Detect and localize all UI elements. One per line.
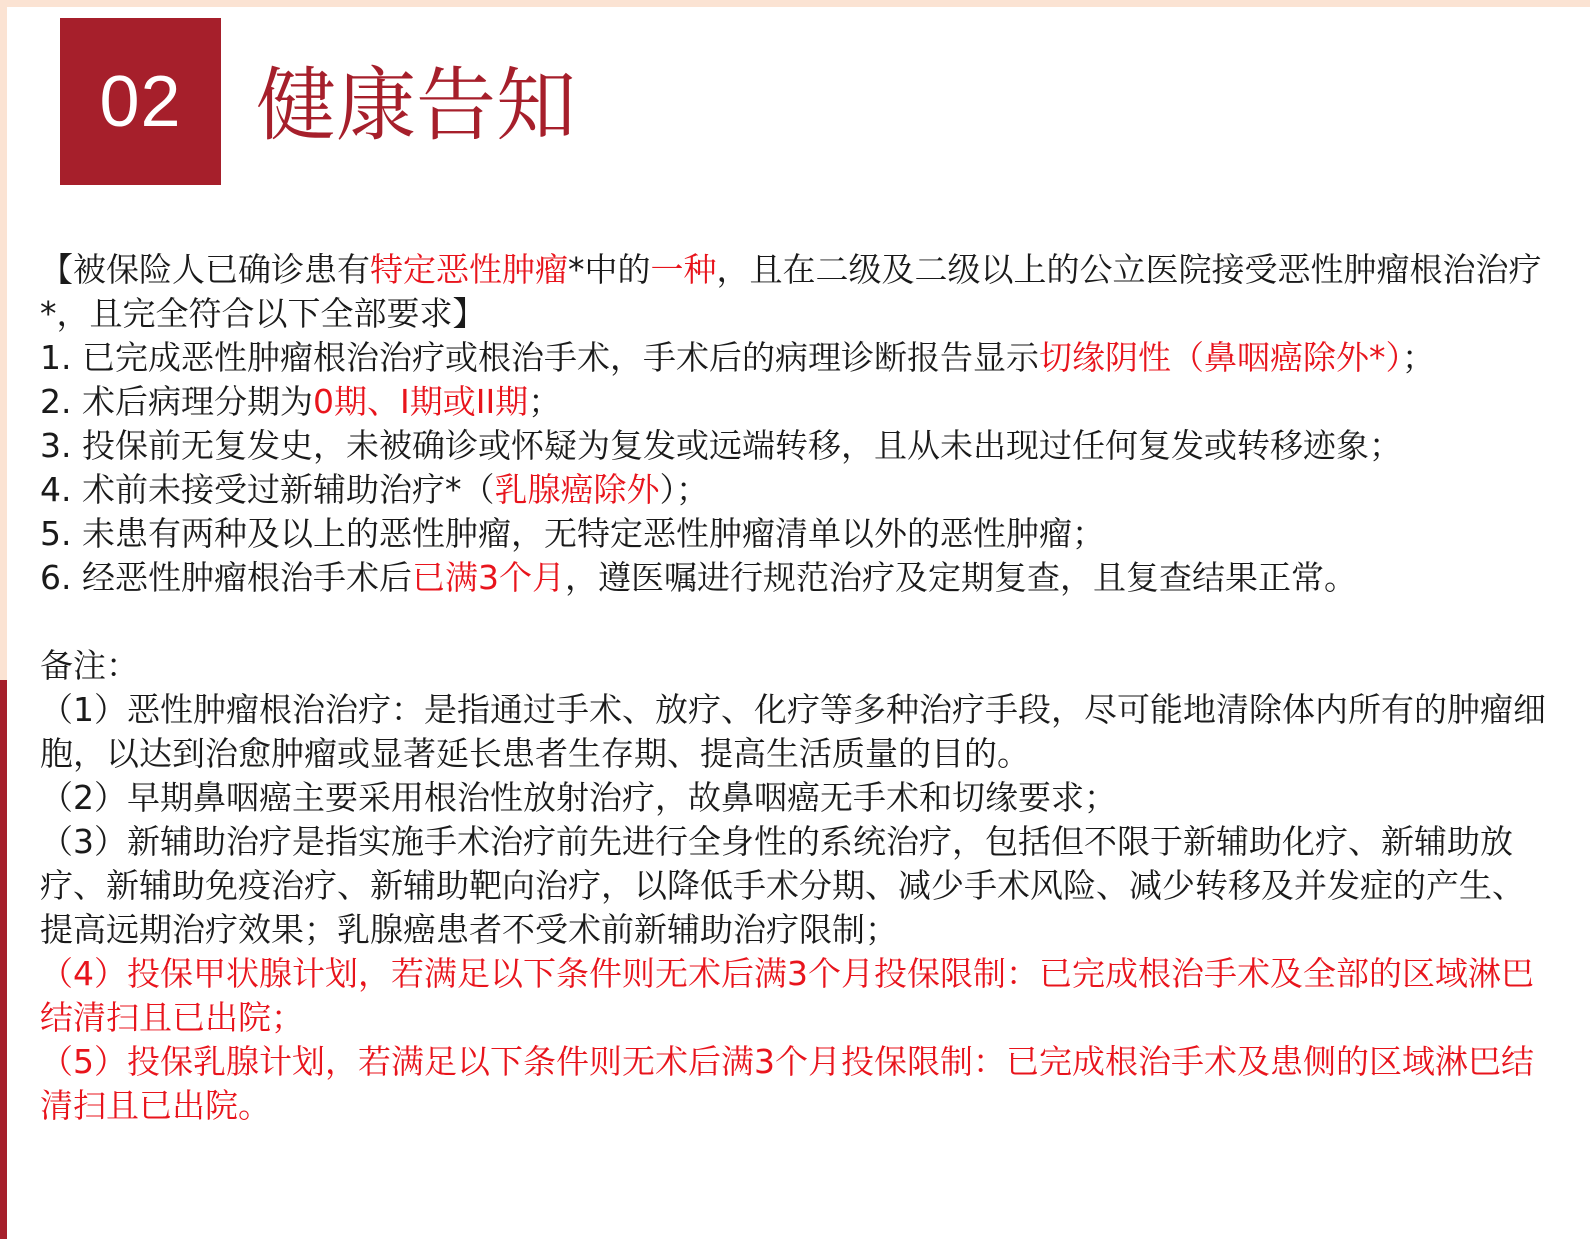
intro-highlight-specific-tumor: 特定恶性肿瘤	[370, 250, 568, 289]
section-number-badge: 02	[60, 18, 221, 185]
requirement-6-end: ，遵医嘱进行规范治疗及定期复查，且复查结果正常。	[564, 558, 1357, 597]
intro-text-2: *中的	[568, 250, 651, 289]
requirement-2-end: ；	[528, 382, 562, 421]
intro-text-3: ，且在二级及二级以上的公立医院接受恶性肿瘤根治治疗*，且完全符合以下全部要求】	[40, 250, 1542, 333]
requirement-item-2	[40, 380, 1555, 424]
note-item-5: （5）投保乳腺计划，若满足以下条件则无术后满3个月投保限制：已完成根治手术及患侧的区域淋巴结清扫且已出院。	[40, 1042, 1534, 1125]
top-accent-strip	[0, 0, 1590, 7]
requirement-2-text: 2. 术后病理分期为	[40, 382, 313, 421]
requirement-item-1	[40, 336, 1555, 380]
note-item-3: （3）新辅助治疗是指实施手术治疗前先进行全身性的系统治疗，包括但不限于新辅助化疗、新辅助放疗、新辅助免疫治疗、新辅助靶向治疗，以降低手术分期、减少手术风险、减少转移及并发症的产生、提高远期治疗效果；乳腺癌患者不受术前新辅助治疗限制；	[40, 822, 1525, 949]
section-spacer	[40, 600, 1555, 644]
requirement-1-text: 1. 已完成恶性肿瘤根治治疗或根治手术，手术后的病理诊断报告显示	[40, 338, 1039, 377]
requirement-4-highlight: 乳腺癌除外	[494, 470, 660, 509]
requirement-1-highlight: 切缘阴性（鼻咽癌除外*）	[1038, 338, 1402, 377]
notes-heading: 备注：	[40, 646, 139, 685]
page-title: 健康告知	[256, 59, 576, 152]
requirement-item-4	[40, 468, 1555, 512]
intro-paragraph	[40, 248, 1555, 336]
requirement-item-3: 3. 投保前无复发史，未被确诊或怀疑为复发或远端转移，且从未出现过任何复发或转移迹象；	[40, 426, 1402, 465]
intro-highlight-one-kind: 一种	[650, 250, 717, 289]
requirement-1-end: ；	[1401, 338, 1435, 377]
requirement-4-text: 4. 术前未接受过新辅助治疗*（	[40, 470, 495, 509]
requirement-4-end: ）；	[659, 470, 709, 509]
left-accent-strip-red	[0, 680, 7, 1239]
requirement-item-5: 5. 未患有两种及以上的恶性肿瘤，无特定恶性肿瘤清单以外的恶性肿瘤；	[40, 514, 1105, 553]
health-notice-body	[40, 248, 1555, 1128]
intro-text-1: 【被保险人已确诊患有	[40, 250, 370, 289]
note-item-2: （2）早期鼻咽癌主要采用根治性放射治疗，故鼻咽癌无手术和切缘要求；	[40, 778, 1117, 817]
requirement-2-highlight: 0期、I期或II期	[312, 382, 529, 421]
note-item-1: （1）恶性肿瘤根治治疗：是指通过手术、放疗、化疗等多种治疗手段，尽可能地清除体内所有的肿瘤细胞，以达到治愈肿瘤或显著延长患者生存期、提高生活质量的目的。	[40, 690, 1546, 773]
note-item-4: （4）投保甲状腺计划，若满足以下条件则无术后满3个月投保限制：已完成根治手术及全部的区域淋巴结清扫且已出院；	[40, 954, 1534, 1037]
requirement-6-highlight: 已满3个月	[411, 558, 565, 597]
requirement-item-6	[40, 556, 1555, 600]
left-accent-strip-peach	[0, 7, 7, 680]
requirement-6-text: 6. 经恶性肿瘤根治手术后	[40, 558, 412, 597]
